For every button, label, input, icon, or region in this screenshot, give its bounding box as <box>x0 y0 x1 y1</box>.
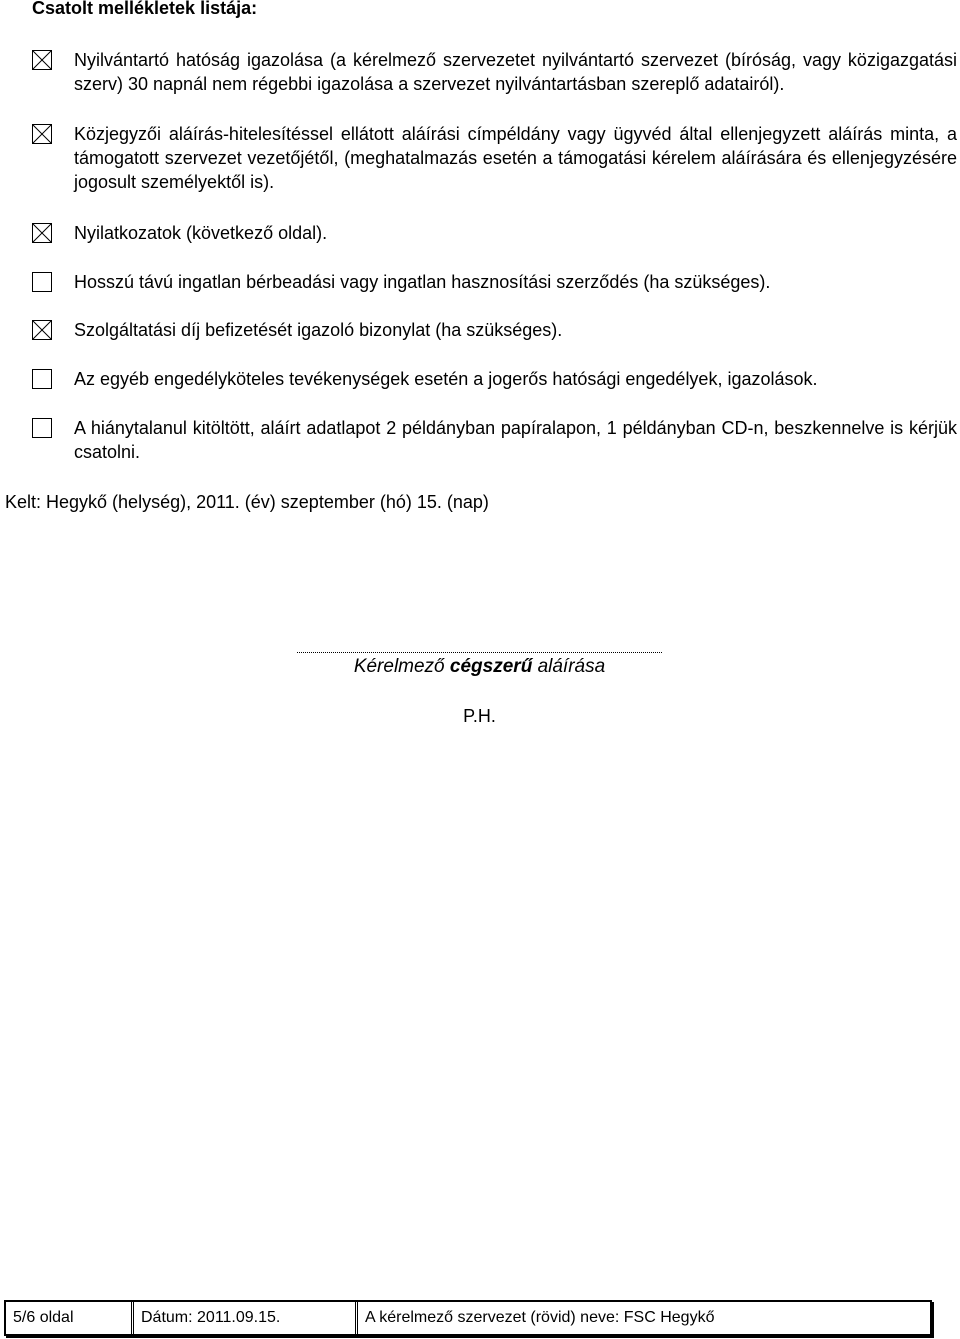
attachment-item-text: Közjegyzői aláírás-hitelesítéssel ellátott aláírási címpéldány vagy ügyvéd által ellenjegyzett aláírás minta, a támogatott szervezet vezetőjétől, (meghatalmazás esetén a támogatási kérelem aláírására és ellenjegyzésére jogosult személyektől is). <box>74 124 957 192</box>
attachment-item-text: Nyilvántartó hatóság igazolása (a kérelmező szervezetet nyilvántartó szervezet (bíróság, vagy közigazgatási szerv) 30 napnál nem régebbi igazolása a szervezet nyilvántartásban szereplő adatairól). <box>74 50 957 94</box>
signature-caption-part1: Kérelmező <box>353 656 450 677</box>
page-heading: Csatolt mellékletek listája: <box>32 0 258 18</box>
unchecked-checkbox-icon[interactable] <box>32 272 52 292</box>
attachment-item-text: Nyilatkozatok (következő oldal). <box>74 223 328 243</box>
unchecked-checkbox-icon[interactable] <box>32 369 52 389</box>
checked-checkbox-icon[interactable] <box>32 223 52 243</box>
attachment-item-text: Az egyéb engedélyköteles tevékenységek esetén a jogerős hatósági engedélyek, igazolások. <box>74 369 818 389</box>
signature-caption <box>297 655 662 679</box>
footer-page-number: 5/6 oldal <box>6 1302 134 1334</box>
stamp-placeholder: P.H. <box>463 706 496 726</box>
footer-date: Dátum: 2011.09.15. <box>134 1302 358 1334</box>
footer-organization: A kérelmező szervezet (rövid) neve: FSC Hegykő <box>365 1309 715 1326</box>
unchecked-checkbox-icon[interactable] <box>32 418 52 438</box>
signature-line <box>297 652 662 653</box>
attachment-item-text: A hiánytalanul kitöltött, aláírt adatlapot 2 példányban papíralapon, 1 példányban CD-n, beszkennelve is kérjük csatolni. <box>74 418 957 462</box>
checked-checkbox-icon[interactable] <box>32 50 52 70</box>
checked-checkbox-icon[interactable] <box>32 320 52 340</box>
attachment-item-text: Hosszú távú ingatlan bérbeadási vagy ingatlan hasznosítási szerződés (ha szükséges). <box>74 272 771 292</box>
attachment-item-text: Szolgáltatási díj befizetését igazoló bizonylat (ha szükséges). <box>74 320 563 340</box>
signature-caption-part3: aláírása <box>532 656 606 677</box>
signature-caption-emphasis: cégszerű <box>449 656 533 677</box>
page-footer <box>4 1300 932 1336</box>
date-place-line: Kelt: Hegykő (helység), 2011. (év) szeptember (hó) 15. (nap) <box>5 492 489 512</box>
checked-checkbox-icon[interactable] <box>32 124 52 144</box>
